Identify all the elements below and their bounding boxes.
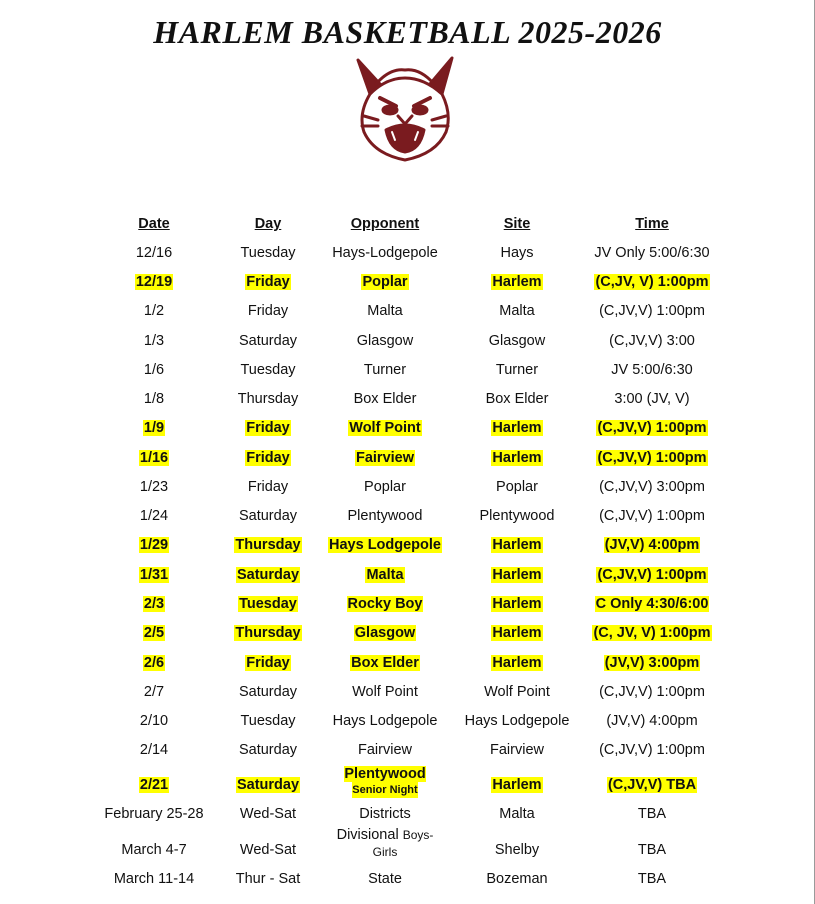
row-site: Fairview: [490, 742, 544, 758]
row-opponent: Box Elder: [351, 655, 419, 671]
row-time: (C,JV,V) 1:00pm: [597, 567, 707, 583]
table-row: [0, 867, 815, 891]
row-day: Saturday: [238, 333, 298, 349]
row-site: Harlem: [492, 596, 542, 612]
row-opponent: Poplar: [362, 274, 408, 290]
row-date: 1/16: [139, 450, 169, 466]
row-opponent: Plentywood: [347, 508, 423, 524]
table-row: [0, 504, 815, 528]
row-day: Saturday: [238, 508, 298, 524]
row-site: Box Elder: [485, 391, 549, 407]
row-time: (C,JV,V) 1:00pm: [599, 303, 705, 319]
row-day: Thursday: [237, 391, 299, 407]
row-site: Turner: [495, 362, 539, 378]
row-date: 1/23: [139, 479, 169, 495]
row-site: Harlem: [492, 567, 542, 583]
row-day: Saturday: [238, 742, 298, 758]
senior-night-note: Senior Night: [352, 784, 418, 796]
row-time: (C,JV,V) 1:00pm: [599, 684, 705, 700]
row-time: (C,JV,V) 3:00pm: [599, 479, 705, 495]
row-day: Wed-Sat: [239, 842, 297, 858]
row-site: Harlem: [492, 777, 542, 793]
table-row: [0, 766, 815, 797]
row-time: 3:00 (JV, V): [614, 391, 690, 407]
table-row: [0, 651, 815, 675]
row-day: Tuesday: [240, 362, 296, 378]
row-site: Harlem: [492, 655, 542, 671]
table-header: [0, 212, 815, 236]
row-site: Malta: [499, 806, 535, 822]
row-day: Thursday: [235, 537, 301, 553]
row-date: 1/9: [143, 420, 165, 436]
row-opponent: Divisional: [336, 827, 399, 843]
table-row: [0, 738, 815, 762]
wildcat-logo-icon: [350, 54, 460, 162]
row-day: Wed-Sat: [239, 806, 297, 822]
row-date: 1/6: [143, 362, 165, 378]
row-site: Bozeman: [486, 871, 548, 887]
row-date: 2/3: [143, 596, 165, 612]
row-time: (C,JV,V) 1:00pm: [599, 508, 705, 524]
row-day: Tuesday: [240, 245, 296, 261]
row-time: JV Only 5:00/6:30: [594, 245, 710, 261]
row-day: Friday: [246, 450, 290, 466]
row-opponent: Hays Lodgepole: [332, 713, 438, 729]
row-time: (JV,V) 4:00pm: [604, 537, 700, 553]
header-day: Day: [254, 216, 282, 232]
row-date: March 4-7: [121, 842, 187, 858]
row-site: Poplar: [496, 479, 538, 495]
row-opponent: Glasgow: [354, 625, 416, 641]
table-row: [0, 827, 815, 862]
row-opponent: Poplar: [364, 479, 406, 495]
row-opponent-boys: Boys-: [402, 828, 434, 842]
row-time: (C,JV,V) 1:00pm: [597, 450, 707, 466]
row-date: March 11-14: [113, 871, 195, 887]
row-time: JV 5:00/6:30: [611, 362, 693, 378]
row-opponent: Glasgow: [356, 333, 414, 349]
header-time: Time: [635, 216, 669, 232]
row-date: 1/31: [139, 567, 169, 583]
table-row: [0, 329, 815, 353]
row-day: Friday: [247, 479, 289, 495]
table-row: [0, 270, 815, 294]
row-opponent: Malta: [367, 303, 403, 319]
row-opponent: Fairview: [355, 450, 415, 466]
row-day: Tuesday: [239, 596, 297, 612]
row-date: 2/14: [139, 742, 169, 758]
row-opponent: Turner: [363, 362, 407, 378]
row-day: Friday: [247, 303, 289, 319]
row-date: 2/6: [143, 655, 165, 671]
row-time: (C,JV, V) 1:00pm: [595, 274, 709, 290]
row-opponent: Malta: [366, 567, 404, 583]
row-time: (C,JV,V) 1:00pm: [597, 420, 707, 436]
row-opponent: Districts: [359, 806, 411, 822]
header-site: Site: [503, 216, 531, 232]
row-site: Hays: [500, 245, 534, 261]
row-time: TBA: [637, 842, 667, 858]
row-day: Thursday: [235, 625, 301, 641]
row-date: 1/3: [143, 333, 165, 349]
row-day: Tuesday: [240, 713, 296, 729]
row-time: (C,JV,V) 1:00pm: [599, 742, 705, 758]
row-opponent: Hays-Lodgepole: [332, 245, 438, 261]
table-row: [0, 621, 815, 645]
table-row: [0, 416, 815, 440]
header-date: Date: [138, 216, 170, 232]
row-time: TBA: [637, 806, 667, 822]
row-day: Saturday: [238, 684, 298, 700]
row-time: C Only 4:30/6:00: [595, 596, 709, 612]
row-site: Harlem: [492, 450, 542, 466]
row-site: Malta: [499, 303, 535, 319]
row-opponent: State: [368, 871, 402, 887]
table-row: [0, 299, 815, 323]
row-time: (C, JV, V) 1:00pm: [593, 625, 711, 641]
row-day: Saturday: [236, 567, 300, 583]
table-row: [0, 709, 815, 733]
row-date: 1/24: [139, 508, 169, 524]
row-day: Friday: [246, 420, 290, 436]
row-site: Wolf Point: [484, 684, 550, 700]
row-site: Harlem: [492, 537, 542, 553]
row-opponent-girls: Girls: [372, 845, 398, 859]
row-opponent: Wolf Point: [349, 420, 421, 436]
row-day: Friday: [246, 274, 290, 290]
header-opponent: Opponent: [350, 216, 420, 232]
row-site: Plentywood: [479, 508, 555, 524]
table-row: [0, 446, 815, 470]
row-day: Thur - Sat: [235, 871, 301, 887]
row-site: Shelby: [494, 842, 540, 858]
row-date: February 25-28: [104, 806, 204, 822]
row-site: Hays Lodgepole: [464, 713, 570, 729]
table-row: [0, 533, 815, 557]
row-date: 2/10: [139, 713, 169, 729]
page-title: HARLEM BASKETBALL 2025-2026: [153, 14, 662, 50]
row-day: Saturday: [236, 777, 300, 793]
row-site: Harlem: [492, 274, 542, 290]
row-time: (C,JV,V) 3:00: [609, 333, 695, 349]
row-site: Harlem: [492, 420, 542, 436]
row-date: 2/7: [143, 684, 165, 700]
row-opponent: Rocky Boy: [347, 596, 423, 612]
row-opponent: Fairview: [358, 742, 412, 758]
row-site: Harlem: [492, 625, 542, 641]
table-row: [0, 802, 815, 826]
row-date: 1/29: [139, 537, 169, 553]
row-date: 12/16: [135, 245, 173, 261]
table-row: [0, 475, 815, 499]
table-row: [0, 358, 815, 382]
row-site: Glasgow: [488, 333, 546, 349]
table-row: [0, 592, 815, 616]
row-opponent: Plentywood: [344, 766, 426, 782]
row-opponent: Box Elder: [353, 391, 417, 407]
row-date: 1/2: [143, 303, 165, 319]
table-row: [0, 680, 815, 704]
row-day: Friday: [246, 655, 290, 671]
row-time: (JV,V) 4:00pm: [606, 713, 698, 729]
row-date: 1/8: [143, 391, 165, 407]
row-time: (C,JV,V) TBA: [607, 777, 697, 793]
table-row: [0, 241, 815, 265]
row-time: (JV,V) 3:00pm: [604, 655, 700, 671]
row-date: 2/21: [139, 777, 169, 793]
row-opponent: Hays Lodgepole: [329, 537, 441, 553]
row-opponent: Wolf Point: [352, 684, 418, 700]
table-row: [0, 563, 815, 587]
table-row: [0, 387, 815, 411]
row-time: TBA: [637, 871, 667, 887]
row-date: 2/5: [143, 625, 165, 641]
row-date: 12/19: [135, 274, 173, 290]
